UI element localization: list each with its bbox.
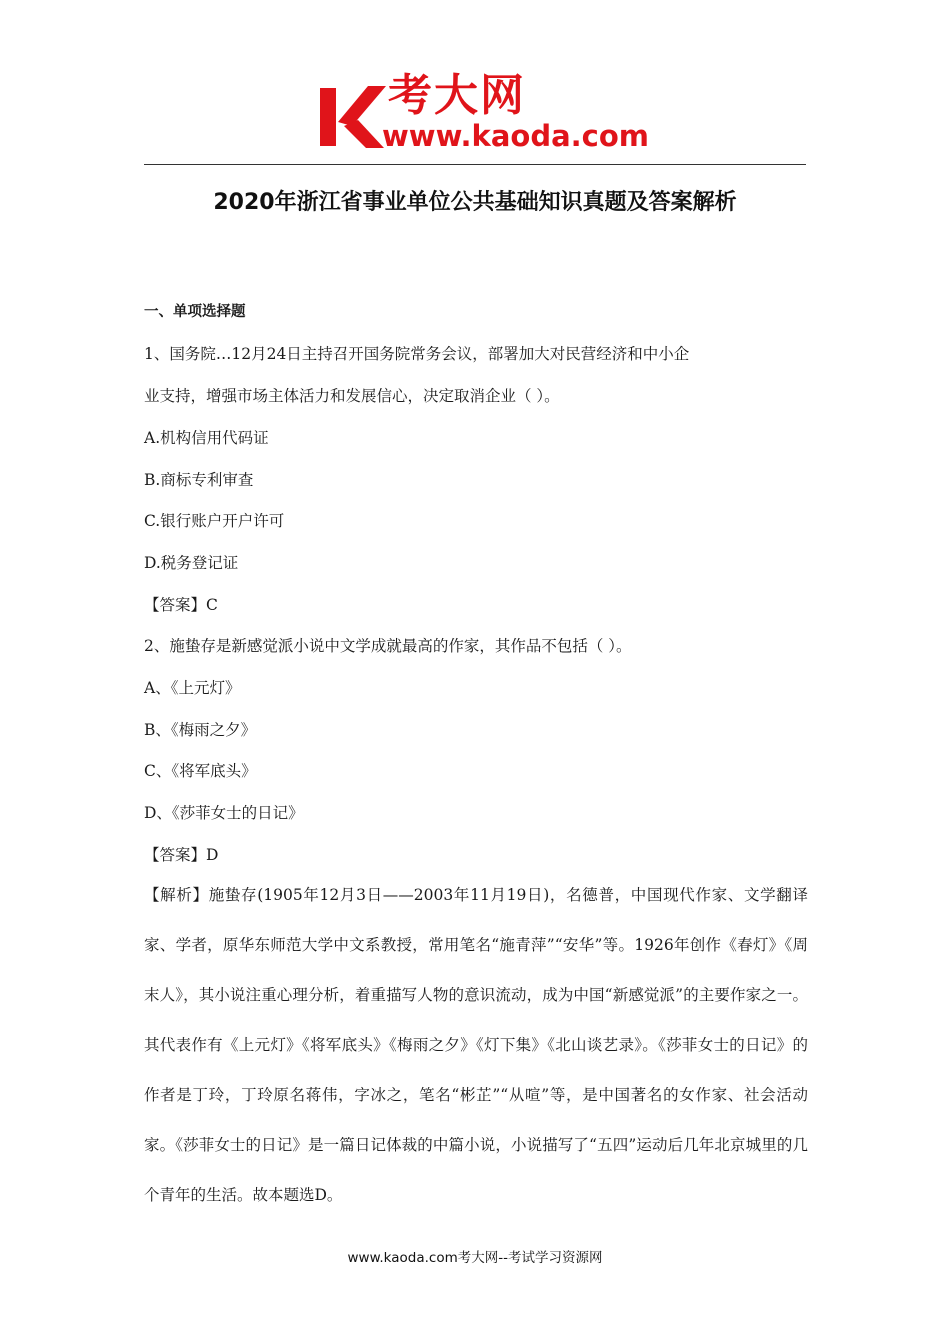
q2-option-d: D、《莎菲女士的日记》 bbox=[144, 804, 304, 822]
analysis-text: 施蛰存(1905年12月3日——2003年11月19日)，名德普，中国现代作家、文学翻译家、学者，原华东师范大学中文系教授，常用笔名“施青萍”“安华”等。1926年创作《春灯》《周末人》，其小说注重心理分析，着重描写人物的意识流动，成为中国“新感觉派”的主要作家之一。其代表作有《上元灯》《将军底头》《梅雨之夕》《灯下集》《北山谈艺录》。《莎菲女士的日记》的作者是丁玲，丁玲原名蒋伟，字冰之，笔名“彬芷”“从喧”等，是中国著名的女作家、社会活动家。《莎菲女士的日记》是一篇日记体裁的中篇小说，小说描写了“五四”运动后几年北京城里的几个青年的生活。故本题选D。 bbox=[144, 886, 808, 1204]
q1-stem-line2: 业支持，增强市场主体活力和发展信心，决定取消企业（ ）。 bbox=[144, 387, 560, 405]
q1-option-b: B.商标专利审查 bbox=[144, 471, 254, 489]
analysis-label: 【解析】 bbox=[144, 886, 209, 904]
q2-option-c: C、《将军底头》 bbox=[144, 762, 257, 780]
q1-answer: 【答案】C bbox=[144, 596, 218, 614]
q2-stem: 2、施蛰存是新感觉派小说中文学成就最高的作家，其作品不包括（ ）。 bbox=[144, 637, 632, 655]
document-title: 2020年浙江省事业单位公共基础知识真题及答案解析 bbox=[213, 190, 737, 215]
logo-brand-text: 考大网 bbox=[388, 70, 526, 121]
q2-option-b: B、《梅雨之夕》 bbox=[144, 721, 257, 739]
section-heading: 一、单项选择题 bbox=[144, 304, 246, 320]
q2-option-a: A、《上元灯》 bbox=[144, 679, 241, 697]
q2-analysis bbox=[144, 870, 808, 1220]
q1-option-c: C.银行账户开户许可 bbox=[144, 512, 285, 530]
logo-url-text: www.kaoda.com bbox=[382, 119, 649, 153]
k-logo-icon bbox=[318, 82, 390, 152]
header-divider bbox=[144, 164, 806, 165]
q2-answer: 【答案】D bbox=[144, 846, 219, 864]
kaoda-logo bbox=[318, 70, 649, 160]
q1-stem-line1: 1、国务院…12月24日主持召开国务院常务会议，部署加大对民营经济和中小企 bbox=[144, 345, 690, 363]
q1-option-d: D.税务登记证 bbox=[144, 554, 239, 572]
page-footer: www.kaoda.com考大网--考试学习资源网 bbox=[347, 1250, 603, 1266]
q1-option-a: A.机构信用代码证 bbox=[144, 429, 269, 447]
